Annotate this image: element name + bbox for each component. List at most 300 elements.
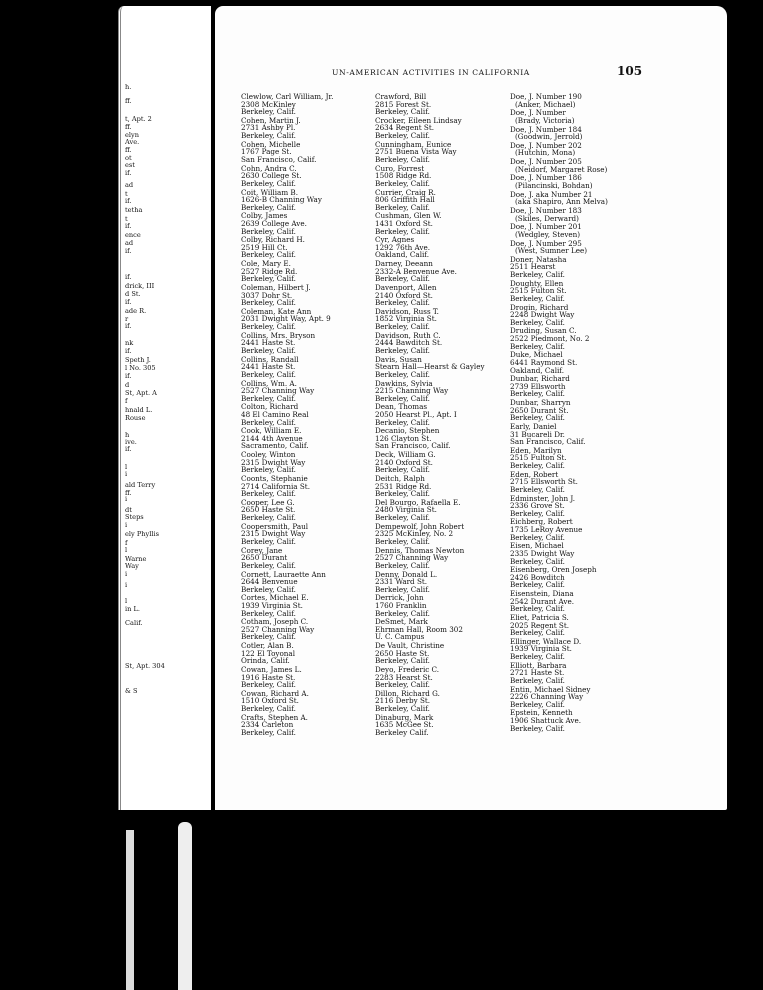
entry-address-line: 2025 Regent St. (510, 620, 569, 630)
entry-address-line: Berkeley, Calif. (375, 489, 430, 499)
directory-entry (510, 662, 608, 685)
entry-name: Cunningham, Eunice (375, 139, 452, 149)
entry-address-line: Berkeley, Calif. (510, 317, 565, 327)
directory-entry (510, 471, 608, 494)
entry-address-line: 2335 Dwight Way (510, 548, 575, 558)
facing-page-text-fragment: i (125, 570, 128, 578)
entry-address-line: Berkeley, Calif. (510, 580, 565, 590)
directory-entry (375, 403, 485, 426)
entry-address-line: Oakland, Calif. (375, 250, 429, 260)
entry-address-line: 2441 Haste St. (241, 338, 296, 348)
directory-entry (375, 356, 485, 379)
directory-entry (375, 618, 485, 641)
entry-address-line: 2731 Ashby Pl. (241, 123, 296, 133)
entry-address-line: Berkeley, Calif. (375, 369, 430, 379)
entry-address-line: Berkeley, Calif. (241, 298, 296, 308)
entry-address-line: 2527 Channing Way (241, 386, 315, 396)
entry-name: Collins, Mrs. Bryson (241, 330, 316, 340)
entry-address-line: 2739 Ellsworth (510, 381, 566, 391)
facing-page-text-fragment: f (125, 397, 128, 405)
facing-page-text-fragment: & S (125, 687, 138, 695)
entry-address-line: Berkeley, Calif. (375, 107, 430, 117)
entry-name: Cornett, Lauraette Ann (241, 569, 326, 579)
entry-address-line: Berkeley, Calif. (241, 369, 296, 379)
entry-address-line: 2283 Hearst St. (375, 672, 433, 682)
entry-address-line: 2715 Ellsworth St. (510, 477, 578, 487)
entry-address-line: Berkeley, Calif. (375, 704, 430, 714)
entry-address-line: 1431 Oxford St. (375, 218, 433, 228)
entry-address-line: Berkeley, Calif. (241, 465, 296, 475)
entry-address-line: Berkeley, Calif. (510, 675, 565, 685)
entry-address-line: 2050 Hearst Pl., Apt. I (375, 409, 457, 419)
entry-address-line: 2815 Forest St. (375, 99, 432, 109)
entry-address-line: Berkeley, Calif. (375, 608, 430, 618)
entry-address-line: Berkeley, Calif. (241, 226, 296, 236)
entry-address-line: 2315 Dwight Way (241, 457, 306, 467)
entry-address-line: 1508 Ridge Rd. (375, 171, 432, 181)
entry-address-line: 1906 Shattuck Ave. (510, 716, 581, 726)
entry-address-line: Berkeley, Calif. (375, 202, 430, 212)
entry-name: Doe, J. Number 190 (510, 92, 582, 101)
entry-name: Doughty, Ellen (510, 278, 564, 288)
entry-name: Duke, Michael (510, 350, 563, 360)
entry-name: Curo, Forrest (375, 163, 425, 173)
entry-name: Doe, J. Number (510, 108, 566, 118)
entry-address-line: 1939 Virginia St. (241, 600, 303, 610)
directory-entry (241, 690, 333, 713)
entry-address-line: 2336 Grove St. (510, 501, 565, 511)
directory-entry (375, 141, 485, 164)
entry-address-line: Berkeley, Calif. (241, 393, 296, 403)
directory-entry (375, 427, 485, 450)
entry-address-line: Berkeley, Calif. (510, 293, 565, 303)
entry-address-line: Berkeley, Calif. (375, 513, 430, 523)
entry-address-line: Berkeley, Calif. (510, 484, 565, 494)
directory-entry (241, 642, 333, 665)
facing-page-text-fragment: if. (125, 445, 132, 453)
entry-address-line: 2308 McKinley (241, 99, 296, 109)
entry-name: Colton, Richard (241, 402, 299, 412)
directory-entry (375, 451, 485, 474)
facing-page-text-fragment: Calif. (125, 619, 143, 627)
entry-address-line: 2639 College Ave. (241, 218, 307, 228)
facing-page-text-fragment: ive. (125, 438, 137, 446)
entry-address-line: Berkeley, Calif. (241, 560, 296, 570)
directory-entry (375, 499, 485, 522)
entry-address-line: 2444 Bawditch St. (375, 338, 443, 348)
entry-name: Cooley, Winton (241, 450, 296, 460)
entry-name: Davidson, Ruth C. (375, 330, 441, 340)
directory-entry (241, 141, 333, 164)
directory-entry (510, 566, 608, 589)
entry-address-line: Berkeley, Calif. (375, 274, 430, 284)
directory-entry (510, 109, 608, 124)
directory-entry (510, 327, 608, 350)
facing-page-text-fragment: in L. (125, 605, 140, 613)
entry-address-line: Berkeley, Calif. (241, 680, 296, 690)
entry-name: Decanio, Stephen (375, 426, 440, 436)
directory-entry (241, 284, 333, 307)
facing-page-text-fragment: if. (125, 273, 132, 281)
entry-address-line: Berkeley, Calif. (510, 532, 565, 542)
facing-page-text-fragment: Way (125, 562, 139, 570)
directory-entry (241, 499, 333, 522)
directory-entry (241, 618, 333, 641)
entry-address-line: Berkeley, Calif. (241, 417, 296, 427)
directory-entry (375, 236, 485, 259)
entry-address-line: (Skiles, Derward) (515, 213, 579, 223)
entry-name: Crafts, Stephen A. (241, 712, 308, 722)
directory-entry (375, 714, 485, 737)
entry-name: Coleman, Hilbert J. (241, 283, 311, 292)
entry-name: Davenport, Allen (375, 283, 437, 292)
entry-address-line: Berkeley, Calif. (375, 584, 430, 594)
entry-name: Coit, William B. (241, 187, 298, 197)
entry-address-line: 2650 Durant St. (510, 405, 569, 415)
entry-name: Doe, J. Number 295 (510, 238, 582, 248)
directory-entry (241, 380, 333, 403)
directory-entry (510, 126, 608, 141)
entry-address-line: Berkeley, Calif. (241, 345, 296, 355)
entry-address-line: 2144 4th Avenue (241, 433, 303, 443)
facing-page-text-fragment: if. (125, 347, 132, 355)
entry-name: Dillon, Richard G. (375, 688, 440, 698)
entry-address-line: 2522 Piedmont, No. 2 (510, 334, 590, 344)
entry-address-line: Berkeley, Calif. (241, 608, 296, 618)
directory-entry (241, 594, 333, 617)
entry-address-line: 2116 Derby St. (375, 696, 431, 706)
entry-address-line: 2325 McKinley, No. 2 (375, 529, 454, 539)
facing-page-text-fragment: Rouse (125, 414, 146, 422)
entry-name: Davidson, Russ T. (375, 306, 439, 316)
entry-address-line: (Neidorf, Margaret Rose) (515, 164, 608, 174)
page-number: 105 (617, 64, 643, 78)
entry-address-line: (Brady, Victoria) (515, 115, 575, 125)
directory-entry (510, 542, 608, 565)
entry-address-line: 1292 76th Ave. (375, 242, 431, 252)
entry-name: Eden, Robert (510, 469, 559, 479)
entry-address-line: Berkeley, Calif. (510, 461, 565, 470)
entry-address-line: 48 El Camino Real (241, 409, 309, 419)
directory-entry (510, 158, 608, 173)
entry-name: Crawford, Bill (375, 92, 427, 101)
entry-name: Cooper, Lee G. (241, 497, 295, 507)
entry-address-line: 1626-B Channing Way (241, 195, 322, 205)
facing-page-text-fragment: ald Terry (125, 481, 156, 489)
facing-page-text-fragment: St, Apt. A (125, 389, 157, 397)
directory-entry (510, 518, 608, 541)
directory-entry (375, 642, 485, 665)
directory-entry (510, 174, 608, 189)
directory-entry (510, 142, 608, 157)
entry-name: Davis, Susan (375, 354, 422, 364)
entry-address-line: Berkeley, Calif. (375, 322, 430, 332)
entry-address-line: 2542 Durant Ave. (510, 596, 574, 606)
directory-entry (375, 260, 485, 283)
facing-page-text-fragment: i (125, 495, 128, 503)
entry-name: Del Bourgo, Rafaella E. (375, 497, 461, 507)
directory-entry (375, 690, 485, 713)
entry-address-line: San Francisco, Calif. (375, 441, 451, 451)
entry-address-line: San Francisco, Calif. (510, 437, 586, 447)
directory-entry (375, 594, 485, 617)
facing-page-text-fragment: if. (125, 197, 132, 205)
directory-entry (510, 304, 608, 327)
facing-page-text-fragment: h. (125, 83, 132, 91)
directory-entry (241, 403, 333, 426)
entry-address-line: U. C. Campus (375, 632, 425, 642)
directory-entry (241, 308, 333, 331)
entry-address-line: 2441 Haste St. (241, 362, 296, 372)
directory-entry (241, 117, 333, 140)
directory-entry (241, 356, 333, 379)
entry-address-line: Berkeley, Calif. (241, 250, 296, 260)
entry-name: Elliott, Barbara (510, 660, 567, 670)
facing-page-text-fragment: t (125, 215, 128, 223)
facing-page-text-fragment: if. (125, 247, 132, 255)
directory-entry (510, 399, 608, 422)
entry-address-line: 2226 Channing Way (510, 692, 584, 702)
entry-address-line: Berkeley, Calif. (510, 699, 565, 709)
facing-page-text-fragment: tetha (125, 206, 143, 214)
entry-address-line: 1767 Page St. (241, 147, 292, 157)
entry-address-line: 2650 Haste St. (375, 648, 430, 658)
facing-page-text-fragment: St, Apt. 304 (125, 662, 165, 670)
facing-page-text-fragment: l (125, 546, 128, 554)
entry-address-line: Berkeley, Calif. (241, 513, 296, 523)
directory-entry (241, 93, 333, 116)
facing-page-text-fragment: l (125, 597, 128, 605)
facing-page-text-fragment: dt (125, 506, 132, 514)
entry-address-line: Berkeley, Calif. (375, 226, 430, 236)
entry-name: Eisen, Michael (510, 541, 564, 551)
entry-address-line: Sacramento, Calif. (241, 441, 309, 451)
facing-page-text-fragment: r (125, 315, 129, 323)
entry-name: Eisenstein, Diana (510, 589, 574, 599)
entry-name: Doner, Natasha (510, 254, 567, 264)
entry-name: Crocker, Eileen Lindsay (375, 115, 462, 125)
facing-page-text-fragment: nk (125, 339, 134, 347)
entry-address-line: 1510 Oxford St. (241, 696, 299, 706)
entry-address-line: 2334 Carleton (241, 720, 294, 730)
facing-page-text-fragment: if. (125, 372, 132, 380)
entry-name: Cohen, Martin J. (241, 115, 301, 125)
directory-entry (510, 223, 608, 238)
entry-name: Eichberg, Robert (510, 517, 573, 527)
directory-entry (241, 427, 333, 450)
entry-address-line: Berkeley, Calif. (375, 345, 430, 355)
facing-page-text-fragment: i (125, 581, 128, 589)
entry-name: Cowan, Richard A. (241, 688, 309, 698)
entry-address-line: Berkeley, Calif. (510, 652, 565, 661)
facing-page-text-fragment: if. (125, 222, 132, 230)
entry-name: Dawkins, Sylvia (375, 378, 433, 388)
facing-page-text-fragment: hnald L. (125, 406, 153, 414)
facing-page-text-fragment: l (125, 463, 128, 471)
entry-name: Eliet, Patricia S. (510, 612, 569, 622)
facing-page-text-fragment: ff. (125, 97, 132, 105)
entry-name: Denny, Donald L. (375, 569, 438, 579)
facing-page-text-fragment: t, Apt. 2 (125, 115, 152, 123)
facing-page-text-fragment: f (125, 539, 128, 547)
entry-address-line: 1916 Haste St. (241, 672, 296, 682)
entry-name: Dennis, Thomas Newton (375, 545, 465, 555)
entry-address-line: 2140 Oxford St. (375, 290, 433, 300)
entry-address-line: 1939 Virginia St. (510, 644, 572, 654)
directory-entry (375, 332, 485, 355)
facing-page-text-fragment: i (125, 521, 128, 529)
entry-address-line: Berkeley, Calif. (241, 632, 296, 642)
entry-name: Eisenberg, Oren Joseph (510, 565, 597, 575)
entry-address-line: Berkeley, Calif. (510, 389, 565, 399)
entry-address-line: 2531 Ridge Rd. (375, 481, 432, 491)
directory-entry (375, 93, 485, 116)
entry-address-line: Berkeley, Calif. (375, 560, 430, 570)
directory-entry (375, 666, 485, 689)
directory-entry (510, 709, 608, 732)
directory-entry (241, 523, 333, 546)
directory-entry (510, 256, 608, 279)
entry-address-line: Berkeley, Calif. (510, 508, 565, 518)
entry-address-line: Berkeley, Calif. (241, 202, 296, 212)
directory-entry (375, 189, 485, 212)
entry-address-line: Berkeley, Calif. (241, 107, 296, 117)
entry-name: Colby, Richard H. (241, 235, 305, 245)
entry-address-line: 2511 Hearst (510, 262, 556, 272)
entry-name: Eden, Marilyn (510, 445, 562, 455)
entry-name: Dunbar, Richard (510, 374, 570, 384)
entry-name: Dinaburg, Mark (375, 712, 434, 722)
entry-name: Deyo, Frederic C. (375, 665, 440, 674)
directory-entry (375, 117, 485, 140)
facing-page-text-fragment: Ave. (125, 138, 140, 146)
entry-address-line: 2331 Ward St. (375, 577, 428, 587)
directory-entry (375, 523, 485, 546)
entry-address-line: Berkeley, Calif. (375, 154, 430, 164)
facing-page-text-fragment: ad (125, 181, 134, 189)
entry-address-line: 126 Clayton St. (375, 433, 432, 443)
facing-page-text-fragment: t (125, 190, 128, 198)
directory-entry (241, 714, 333, 737)
directory-entry (510, 351, 608, 374)
entry-name: Derrick, John (375, 593, 424, 603)
entry-name: Dunbar, Sharryn (510, 398, 571, 408)
entry-address-line: Berkeley, Calif. (375, 680, 430, 690)
entry-address-line: Berkeley, Calif. (510, 556, 565, 566)
entry-address-line: 1852 Virginia St. (375, 314, 437, 324)
entry-name: Corey, Jane (241, 545, 283, 555)
entry-address-line: 2650 Haste St. (241, 505, 296, 515)
directory-entry (375, 547, 485, 570)
entry-address-line: 2634 Regent St. (375, 123, 434, 133)
directory-entry (241, 260, 333, 283)
entry-address-line: Berkeley, Calif. (375, 131, 430, 141)
entry-address-line: Berkeley, Calif. (375, 178, 430, 188)
entry-name: Colby, James (241, 211, 288, 221)
entry-address-line: (Pilancinski, Bohdan) (515, 181, 593, 190)
entry-address-line: Berkeley, Calif. (241, 489, 296, 499)
name-column-2 (375, 93, 485, 738)
entry-name: Cole, Mary E. (241, 259, 291, 269)
entry-name: Cook, William E. (241, 426, 302, 436)
directory-entry (241, 547, 333, 570)
facing-page-text-fragment: ff. (125, 146, 132, 154)
directory-entry (241, 189, 333, 212)
directory-entry (510, 240, 608, 255)
facing-page-text-fragment: if. (125, 169, 132, 177)
entry-address-line: 2721 Haste St. (510, 668, 565, 678)
directory-entry (241, 571, 333, 594)
entry-name: Coopersmith, Paul (241, 521, 309, 531)
entry-address-line: Berkeley, Calif. (375, 417, 430, 427)
entry-address-line: Berkeley, Calif. (241, 131, 296, 141)
entry-name: Epstein, Kenneth (510, 708, 573, 718)
name-column-1 (241, 93, 333, 738)
entry-address-line: Berkeley, Calif. (375, 656, 430, 666)
entry-name: Cohen, Michelle (241, 139, 301, 149)
entry-name: Collins, Randall (241, 354, 299, 364)
entry-address-line: 2650 Durant (241, 553, 288, 563)
facing-page-text-fragment: Steps (125, 513, 144, 521)
facing-page-text-fragment: Speth J. (125, 356, 151, 364)
directory-entry (510, 375, 608, 398)
directory-entry (510, 280, 608, 303)
entry-address-line: Berkeley, Calif. (375, 536, 430, 546)
entry-address-line: 2515 Fulton St. (510, 286, 567, 296)
facing-page-text-fragment: Warne (125, 555, 147, 563)
facing-page-text-fragment: if. (125, 322, 132, 330)
page-edge-shadow (126, 830, 134, 990)
entry-address-line: Berkeley, Calif. (510, 723, 565, 733)
entry-name: Dean, Thomas (375, 402, 428, 412)
entry-address-line: 2527 Channing Way (375, 553, 449, 563)
entry-address-line: 122 El Toyonal (241, 648, 295, 658)
entry-address-line: Berkeley, Calif. (241, 536, 296, 546)
entry-address-line: 2215 Channing Way (375, 386, 449, 396)
entry-name: Cotham, Joseph C. (241, 617, 309, 627)
entry-name: Doe, J. Number 201 (510, 222, 582, 232)
entry-address-line: Berkeley, Calif. (375, 298, 430, 308)
entry-address-line: Berkeley, Calif. (241, 274, 296, 284)
entry-name: Doe, J. aka Number 21 (510, 189, 593, 199)
running-head: UN-AMERICAN ACTIVITIES IN CALIFORNIA (332, 68, 530, 77)
entry-address-line: 806 Griffith Hall (375, 195, 435, 205)
facing-page-text-fragment: ff. (125, 123, 132, 131)
entry-name: Cohn, Andra C. (241, 163, 297, 173)
directory-entry (510, 93, 608, 108)
entry-name: Ellinger, Wallace D. (510, 636, 582, 646)
entry-address-line: Berkeley, Calif. (241, 178, 296, 188)
entry-address-line: 2519 Hill Ct. (241, 242, 288, 252)
directory-entry (241, 332, 333, 355)
entry-name: Cyr, Agnes (375, 235, 415, 245)
entry-address-line: Berkeley, Calif. (510, 413, 565, 423)
entry-address-line: 2630 College St. (241, 171, 302, 181)
entry-address-line: 2751 Buena Vista Way (375, 147, 457, 157)
facing-page-text-fragment: d St. (125, 290, 141, 298)
entry-address-line: 1735 LeRoy Avenue (510, 525, 583, 535)
directory-entry (510, 447, 608, 470)
facing-page-text-fragment: l No. 305 (125, 364, 156, 372)
entry-address-line: 31 Bucareli Dr. (510, 429, 565, 439)
entry-address-line: 2332-A Benvenue Ave. (375, 266, 457, 276)
entry-address-line: (Hutchin, Mona) (515, 148, 576, 158)
entry-address-line: 2480 Virginia St. (375, 505, 437, 515)
entry-address-line: 6441 Raymond St. (510, 357, 578, 367)
directory-entry (241, 236, 333, 259)
entry-name: Darney, Deeann (375, 259, 433, 269)
directory-entry (241, 212, 333, 235)
